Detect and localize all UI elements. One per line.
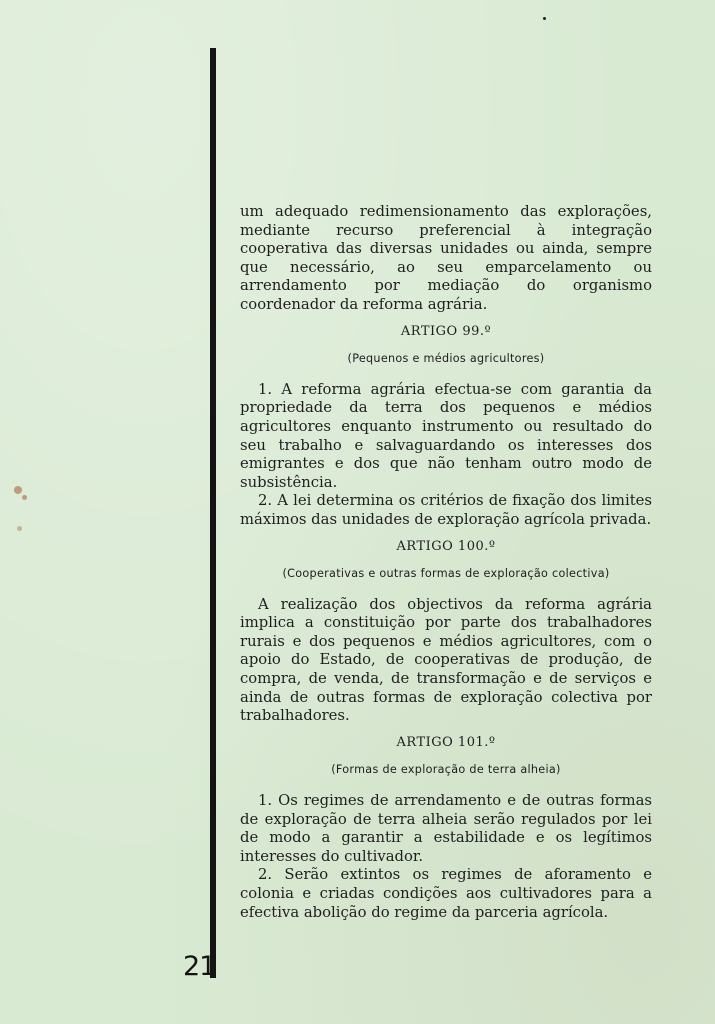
text-column	[240, 203, 652, 922]
article-paragraph: 2. A lei determina os critérios de fixação dos limites máximos das unidades de exploração agrícola privada.	[240, 492, 652, 528]
article-100	[240, 538, 652, 726]
article-paragraph: 1. A reforma agrária efectua-se com garantia da propriedade da terra dos pequenos e médios agricultores enquanto instrumento ou resultado do seu trabalho e salvaguardando os interesses dos emigrantes e dos que não tenham outro modo de subsistência.	[240, 380, 652, 491]
article-paragraph: 2. Serão extintos os regimes de aforamento e colonia e criadas condições aos cultivadores para a efectiva abolição do regime da parceria agrícola.	[240, 866, 652, 921]
article-99	[240, 323, 652, 530]
paper-stain	[22, 495, 27, 500]
article-subtitle: (Pequenos e médios agricultores)	[347, 352, 545, 366]
article-paragraph: 1. Os regimes de arrendamento e de outras formas de exploração de terra alheia serão regulados por lei de modo a garantir a estabilidade e os legítimos interesses do cultivador.	[240, 792, 652, 865]
vertical-rule	[210, 48, 216, 978]
paper-stain	[17, 526, 22, 531]
article-title: ARTIGO 99.º	[400, 323, 492, 339]
article-subtitle: (Cooperativas e outras formas de exploração colectiva)	[282, 567, 610, 581]
page-number: 21	[183, 951, 216, 982]
article-101	[240, 734, 652, 922]
ink-dot	[543, 17, 546, 20]
paper-stain	[14, 486, 22, 494]
article-title: ARTIGO 101.º	[396, 734, 496, 750]
article-subtitle: (Formas de exploração de terra alheia)	[331, 763, 561, 777]
article-title: ARTIGO 100.º	[396, 538, 496, 554]
article-paragraph: A realização dos objectivos da reforma agrária implica a constituição por parte dos trabalhadores rurais e dos pequenos e médios agricultores, com o apoio do Estado, de cooperativas de produção, de compra, de venda, de transformação e de serviços e ainda de outras formas de exploração colectiva por trabalhadores.	[240, 595, 652, 725]
intro-paragraph: um adequado redimensionamento das explorações, mediante recurso preferencial à integração cooperativa das diversas unidades ou ainda, sempre que necessário, ao seu emparcelamento ou arrendamento por mediação do organismo coordenador da reforma agrária.	[240, 203, 652, 313]
